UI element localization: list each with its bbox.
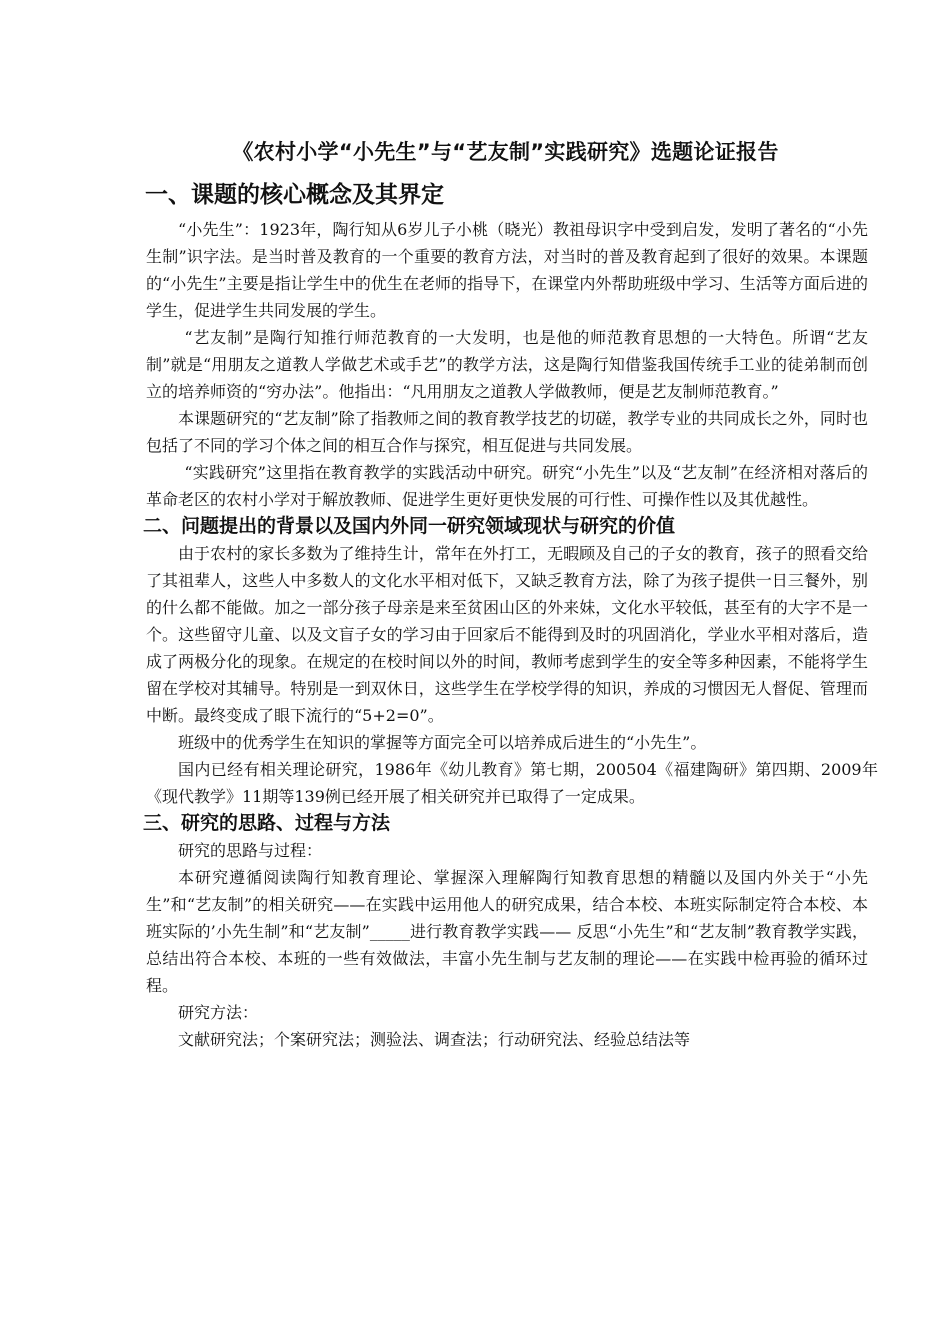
section-1-heading: 一、课题的核心概念及其界定	[145, 182, 444, 208]
paragraph: 研究的思路与过程：	[178, 841, 323, 860]
paragraph: 研究方法：	[178, 1003, 259, 1022]
paragraph: 由于农村的家长多数为了维持生计，常年在外打工，无暇顾及自己的子女的教育，孩子的照看交给了其祖辈人，这些人中多数人的文化水平相对低下，又缺乏教育方法，除了为孩子提供一日三餐外，别的什么都不能做。加之一部分孩子母亲是来至贫困山区的外来妹，文化水平较低，甚至有的大字不是一个。这些留守儿童、以及文盲子女的学习由于回家后不能得到及时的巩固消化，学业水平相对落后，造成了两极分化的现象。在规定的在校时间以外的时间，教师考虑到学生的安全等多种因素，不能将学生留在学校对其辅导。特别是一到双休日，这些学生在学校学得的知识，养成的习惯因无人督促、管理而中断。最终变成了眼下流行的“5+2=0”。	[146, 544, 868, 725]
paragraph: “艺友制”是陶行知推行师范教育的一大发明，也是他的师范教育思想的一大特色。所谓“艺友制”就是“用朋友之道教人学做艺术或手艺”的教学方法，这是陶行知借鉴我国传统手工业的徒弟制而创立的培养师资的“穷办法”。他指出：“凡用朋友之道教人学做教师，便是艺友制师范教育。”	[146, 328, 868, 401]
paragraph: 本研究遵循阅读陶行知教育理论、掌握深入理解陶行知教育思想的精髓以及国内外关于“小先生”和“艺友制”的相关研究——在实践中运用他人的研究成果，结合本校、本班实际制定符合本校、本班实际的’小先生制”和“艺友制”_____进行教育教学实践—— 反思“小先生”和“艺友制”教育教学实践，总结出符合本校、本班的一些有效做法，丰富小先生制与艺友制的理论——在实践中检再验的循环过程。	[146, 868, 868, 995]
section-2-heading: 二、问题提出的背景以及国内外同一研究领域现状与研究的价值	[143, 515, 676, 537]
paragraph: 本课题研究的“艺友制”除了指教师之间的教育教学技艺的切磋，教学专业的共同成长之外，同时也包括了不同的学习个体之间的相互合作与探究，相互促进与共同发展。	[146, 409, 868, 455]
paragraph: 班级中的优秀学生在知识的掌握等方面完全可以培养成后进生的“小先生”。	[178, 733, 707, 752]
paragraph: “实践研究”这里指在教育教学的实践活动中研究。研究“小先生”以及“艺友制”在经济相对落后的革命老区的农村小学对于解放教师、促进学生更好更快发展的可行性、可操作性以及其优越性。	[146, 463, 868, 509]
paragraph: 国内已经有相关理论研究，1986年《幼儿教育》第七期，200504《福建陶研》第四期、2009年《现代教学》11期等139例已经开展了相关研究并已取得了一定成果。	[146, 760, 878, 806]
paragraph: 文献研究法；个案研究法；测验法、调查法；行动研究法、经验总结法等	[178, 1030, 691, 1049]
paragraph: “小先生”：1923年，陶行知从6岁儿子小桃（晓光）教祖母识字中受到启发，发明了著名的“小先生制”识字法。是当时普及教育的一个重要的教育方法，对当时的普及教育起到了很好的效果。本课题的“小先生”主要是指让学生中的优生在老师的指导下，在课堂内外帮助班级中学习、生活等方面后进的学生，促进学生共同发展的学生。	[146, 220, 868, 320]
document-title: 《农村小学“小先生”与“艺友制”实践研究》选题论证报告	[232, 140, 779, 164]
section-3-heading: 三、研究的思路、过程与方法	[143, 812, 391, 834]
document-page	[143, 132, 878, 1053]
